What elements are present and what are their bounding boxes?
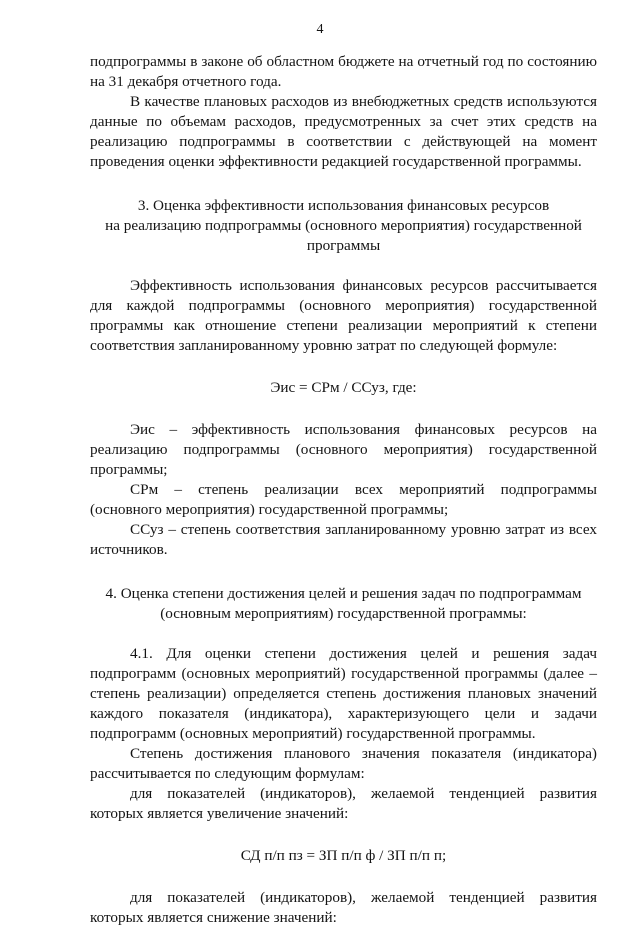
spacer (90, 624, 597, 644)
section-3-heading (90, 196, 597, 256)
definition-eis: Эис – эффективность использования финансовых ресурсов на реализацию подпрограммы (основного мероприятия) государственной программы; (90, 421, 597, 478)
intro-paragraph-1: подпрограммы в законе об областном бюджете на отчетный год по состоянию на 31 декабря отчетного года. (90, 53, 597, 90)
intro-paragraph-2: В качестве плановых расходов из внебюджетных средств используются данные по объемам расходов, предусмотренных за счет этих средств на реализацию подпрограммы в соответствии с действующей на момент проведения оценки эффективности редакцией государственной программы. (90, 93, 597, 170)
spacer (90, 172, 597, 196)
section-3-heading-line-3: программы (306, 237, 381, 254)
spacer (90, 560, 597, 584)
definition-srm: СРм – степень реализации всех мероприятий подпрограммы (основного мероприятия) государственной программы; (90, 481, 597, 518)
spacer (90, 866, 597, 888)
section-4-heading-line-2: (основным мероприятиям) государственной программы: (160, 605, 527, 622)
section-3-heading-line-2: на реализацию подпрограммы (основного мероприятия) государственной (105, 217, 582, 234)
definition-ssuz: ССуз – степень соответствия запланированному уровню затрат из всех источников. (90, 521, 597, 558)
document-body (90, 52, 597, 928)
achievement-formula: СД п/п пз = ЗП п/п ф / ЗП п/п п; (240, 847, 447, 864)
spacer (90, 256, 597, 276)
section-4-paragraph-2: Степень достижения планового значения показателя (индикатора) рассчитывается по следующим формулам: (90, 745, 597, 782)
spacer (90, 398, 597, 420)
section-4-paragraph-4: для показателей (индикаторов), желаемой тенденцией развития которых является снижение значений: (90, 889, 597, 926)
section-4-paragraph-1: 4.1. Для оценки степени достижения целей и решения задач подпрограмм (основных мероприятий) государственной программы (далее – степень реализации) определяется степень достижения плановых значений каждого показателя (индикатора), характеризующего цели и задачи подпрограмм (основных мероприятий) государственной программы. (90, 645, 597, 742)
page-number: 4 (316, 22, 324, 37)
section-4-paragraph-3: для показателей (индикаторов), желаемой тенденцией развития которых является увеличение значений: (90, 785, 597, 822)
spacer (90, 356, 597, 378)
efficiency-formula: Эис = СРм / ССуз, где: (270, 379, 417, 396)
section-4-heading (90, 584, 597, 624)
section-3-paragraph-1: Эффективность использования финансовых ресурсов рассчитывается для каждой подпрограммы (основного мероприятия) государственной программы как отношение степени реализации мероприятий к степени соответствия запланированному уровню затрат по следующей формуле: (90, 277, 597, 354)
section-3-heading-line-1: 3. Оценка эффективности использования финансовых ресурсов (137, 197, 550, 214)
section-4-heading-line-1: 4. Оценка степени достижения целей и решения задач по подпрограммам (105, 585, 582, 602)
spacer (90, 824, 597, 846)
